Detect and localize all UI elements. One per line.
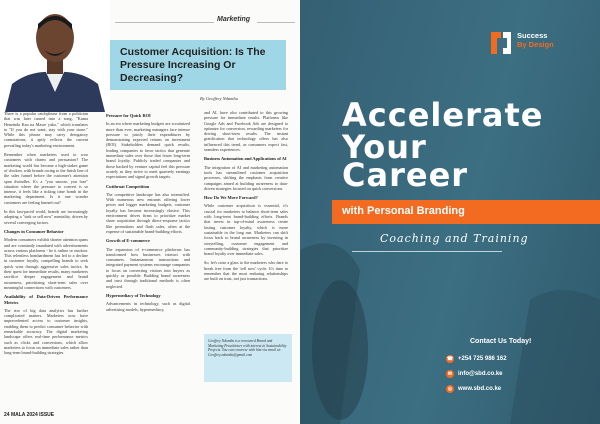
paragraph: In an era where marketing budgets are scrutinized more than ever, marketing managers face intense pressure to justify their expenditures by demonstrating expected returns on investment (ROI). Stakeholders demand quick results, leading companies to favor tactics that generate immediate sales over those that foster long-term brand loyalty. Publicly traded companies and those backed by venture capital feel this pressure acutely as they strive to meet quarterly earnings expectations and signal growth targets. [106,121,190,180]
article-column-1 [4,111,88,359]
section-divider [257,22,295,23]
byline: By Geoffrey Ndambu [200,96,238,101]
article-column-3 [204,110,288,286]
headline-line: Accelerate [342,96,544,134]
author-bio: Geoffrey Ndambu is a renowned Brand and Marketing Practitioner with interest in Sustainability Projects. You can converse with him via email at: Geoffrey.ndambu@gmail.com [208,339,287,357]
email-icon: ✉ [447,371,453,377]
phone-contact[interactable] [446,356,507,362]
author-photo [0,0,110,112]
banner-text: with Personal Branding [342,205,465,217]
subheading: How Do We Move Forward? [204,195,258,201]
section-divider [115,22,214,23]
paragraph: Advancements in technology, such as digital advertising models, hypermediacy, [106,301,190,312]
paragraph: Modern consumers exhibit shorter attention spans and are constantly inundated with advertisements across various platforms - be it online or outdoor. This relentless bombardment has led to a decline in customer loyalty, compelling brands to seek quick wins through aggressive sales tactics. In their quest for immediate results, many marketers sacrifice deeper engagement and brand awareness, prioritizing short-term sales over meaningful connections with customers. [4,237,88,290]
paragraph: The competitive landscape has also intensified. With numerous new entrants offering lower prices and bigger marketing budgets, customer loyalty has become increasingly elusive. This environment drives firms to prioritize market share acquisition through direct-response tactics like promotions and flash sales, often at the expense of sustainable brand-building efforts. [106,191,190,234]
page-footer: 24 MALA 2024 ISSUE [4,412,55,418]
phone-number: +254 725 986 162 [458,356,507,362]
tagline: Coaching and Training [380,232,529,245]
subheading: Growth of E-commerce [106,238,150,244]
paragraph: So, let's raise a glass to the marketers who dare to break free from the 'sell now' cycle. It's time to remember that the most enduring relationships are built on trust, not just transactions. [204,260,288,282]
section-label: Marketing [217,16,251,23]
logo-line: Success [517,31,548,40]
brand-logo [517,31,554,49]
article-title: Customer Acquisition: Is The Pressure Increasing Or Decreasing? [120,46,266,84]
website-url: www.sbd.co.ke [458,386,502,392]
paragraph: The expansion of e-commerce platforms has transformed how businesses interact with consumers. Instantaneous transactions and integrated payment systems encourage companies to focus on converting visitors into buyers as quickly as possible. Building brand awareness and trust through traditional methods is often neglected. [106,246,190,289]
paragraph: Remember when marketers used to woo customers with charm and persuasion? The marketing world has become a high-stakes game of chicken, with brands racing to the finish line of the sales funnel before the customer's attention span dwindles. It's a "you snooze, you lose" situation where the pressure to convert is so intense, it feels like a ticking time bomb in the marketing department. Is it one wonder customers are feeling burned out? [4,152,88,205]
subheading: Hypermediacy of Technology [106,292,161,298]
paragraph: In this fast-paced world, brands are increasingly adopting a "sink or sell now" mentality, driven by several converging factors. [4,209,88,225]
subheading: Pressure for Quick ROI [106,113,151,118]
tagline-underline [352,251,502,252]
subheading: Business Automation and Applications of AI [204,156,287,162]
article-column-2 [106,110,190,316]
paragraph: The integration of AI and marketing automation tools has streamlined customer acquisition processes, shifting the emphasis from creative campaigns aimed at building awareness to data-driven strategies focused on quick conversions. [204,164,288,191]
paragraph: and AI, have also contributed to this growing pressure for immediate results. Platforms like Google Ads and Facebook Ads are designed to optimize for conversion, rewarding marketers for driving short-term results. The instant gratification that technology offers has also influenced this trend, as consumers expect fast, seamless experiences. [204,110,288,153]
subheading: Availability of Data-Driven Performance Metrics [4,294,88,305]
globe-icon: ◎ [447,386,453,392]
subheading: Changes in Consumer Behavior [4,228,64,234]
logo-line: By Design [517,40,554,49]
paragraph: There is a popular catchphrase from a politician that was later turned into a song, "Kuma Henzinda Kau na Mawe yako," which translates to "If you do not want, stay with your stone." While this phrase may carry derogatory connotations, it aptly reflects the current prevailing today's marketing environment. [4,111,88,148]
email-contact[interactable] [447,371,503,377]
website-contact[interactable] [447,386,502,392]
phone-icon: ☎ [446,356,454,362]
contact-title: Contact Us Today! [470,338,532,345]
paragraph: While customer acquisition is essential, it's crucial for marketers to balance short-term sales with long-term brand-building efforts. Brands that invest in top-of-mind awareness create lasting customer loyalty, which is more sustainable in the long run. Marketers can shift focus back to brand awareness by investing in storytelling, customer engagement and community-building strategies that prioritize brand loyalty over immediate sales. [204,203,288,257]
headline-line: Career [342,156,469,194]
paragraph: The rise of big data analytics has further complicated matters. Marketers now have unprecedented access to customer insights, enabling them to predict consumer behavior with remarkable accuracy. The digital marketing landscape offers real-time performance metrics such as clicks and conversions, which allow marketers to focus on immediate sales rather than long-term brand-building strategies. [4,307,88,356]
headline-line: Your [342,128,427,166]
email-address: info@sbd.co.ke [458,371,503,377]
subheading: Cutthroat Competition [106,183,150,189]
